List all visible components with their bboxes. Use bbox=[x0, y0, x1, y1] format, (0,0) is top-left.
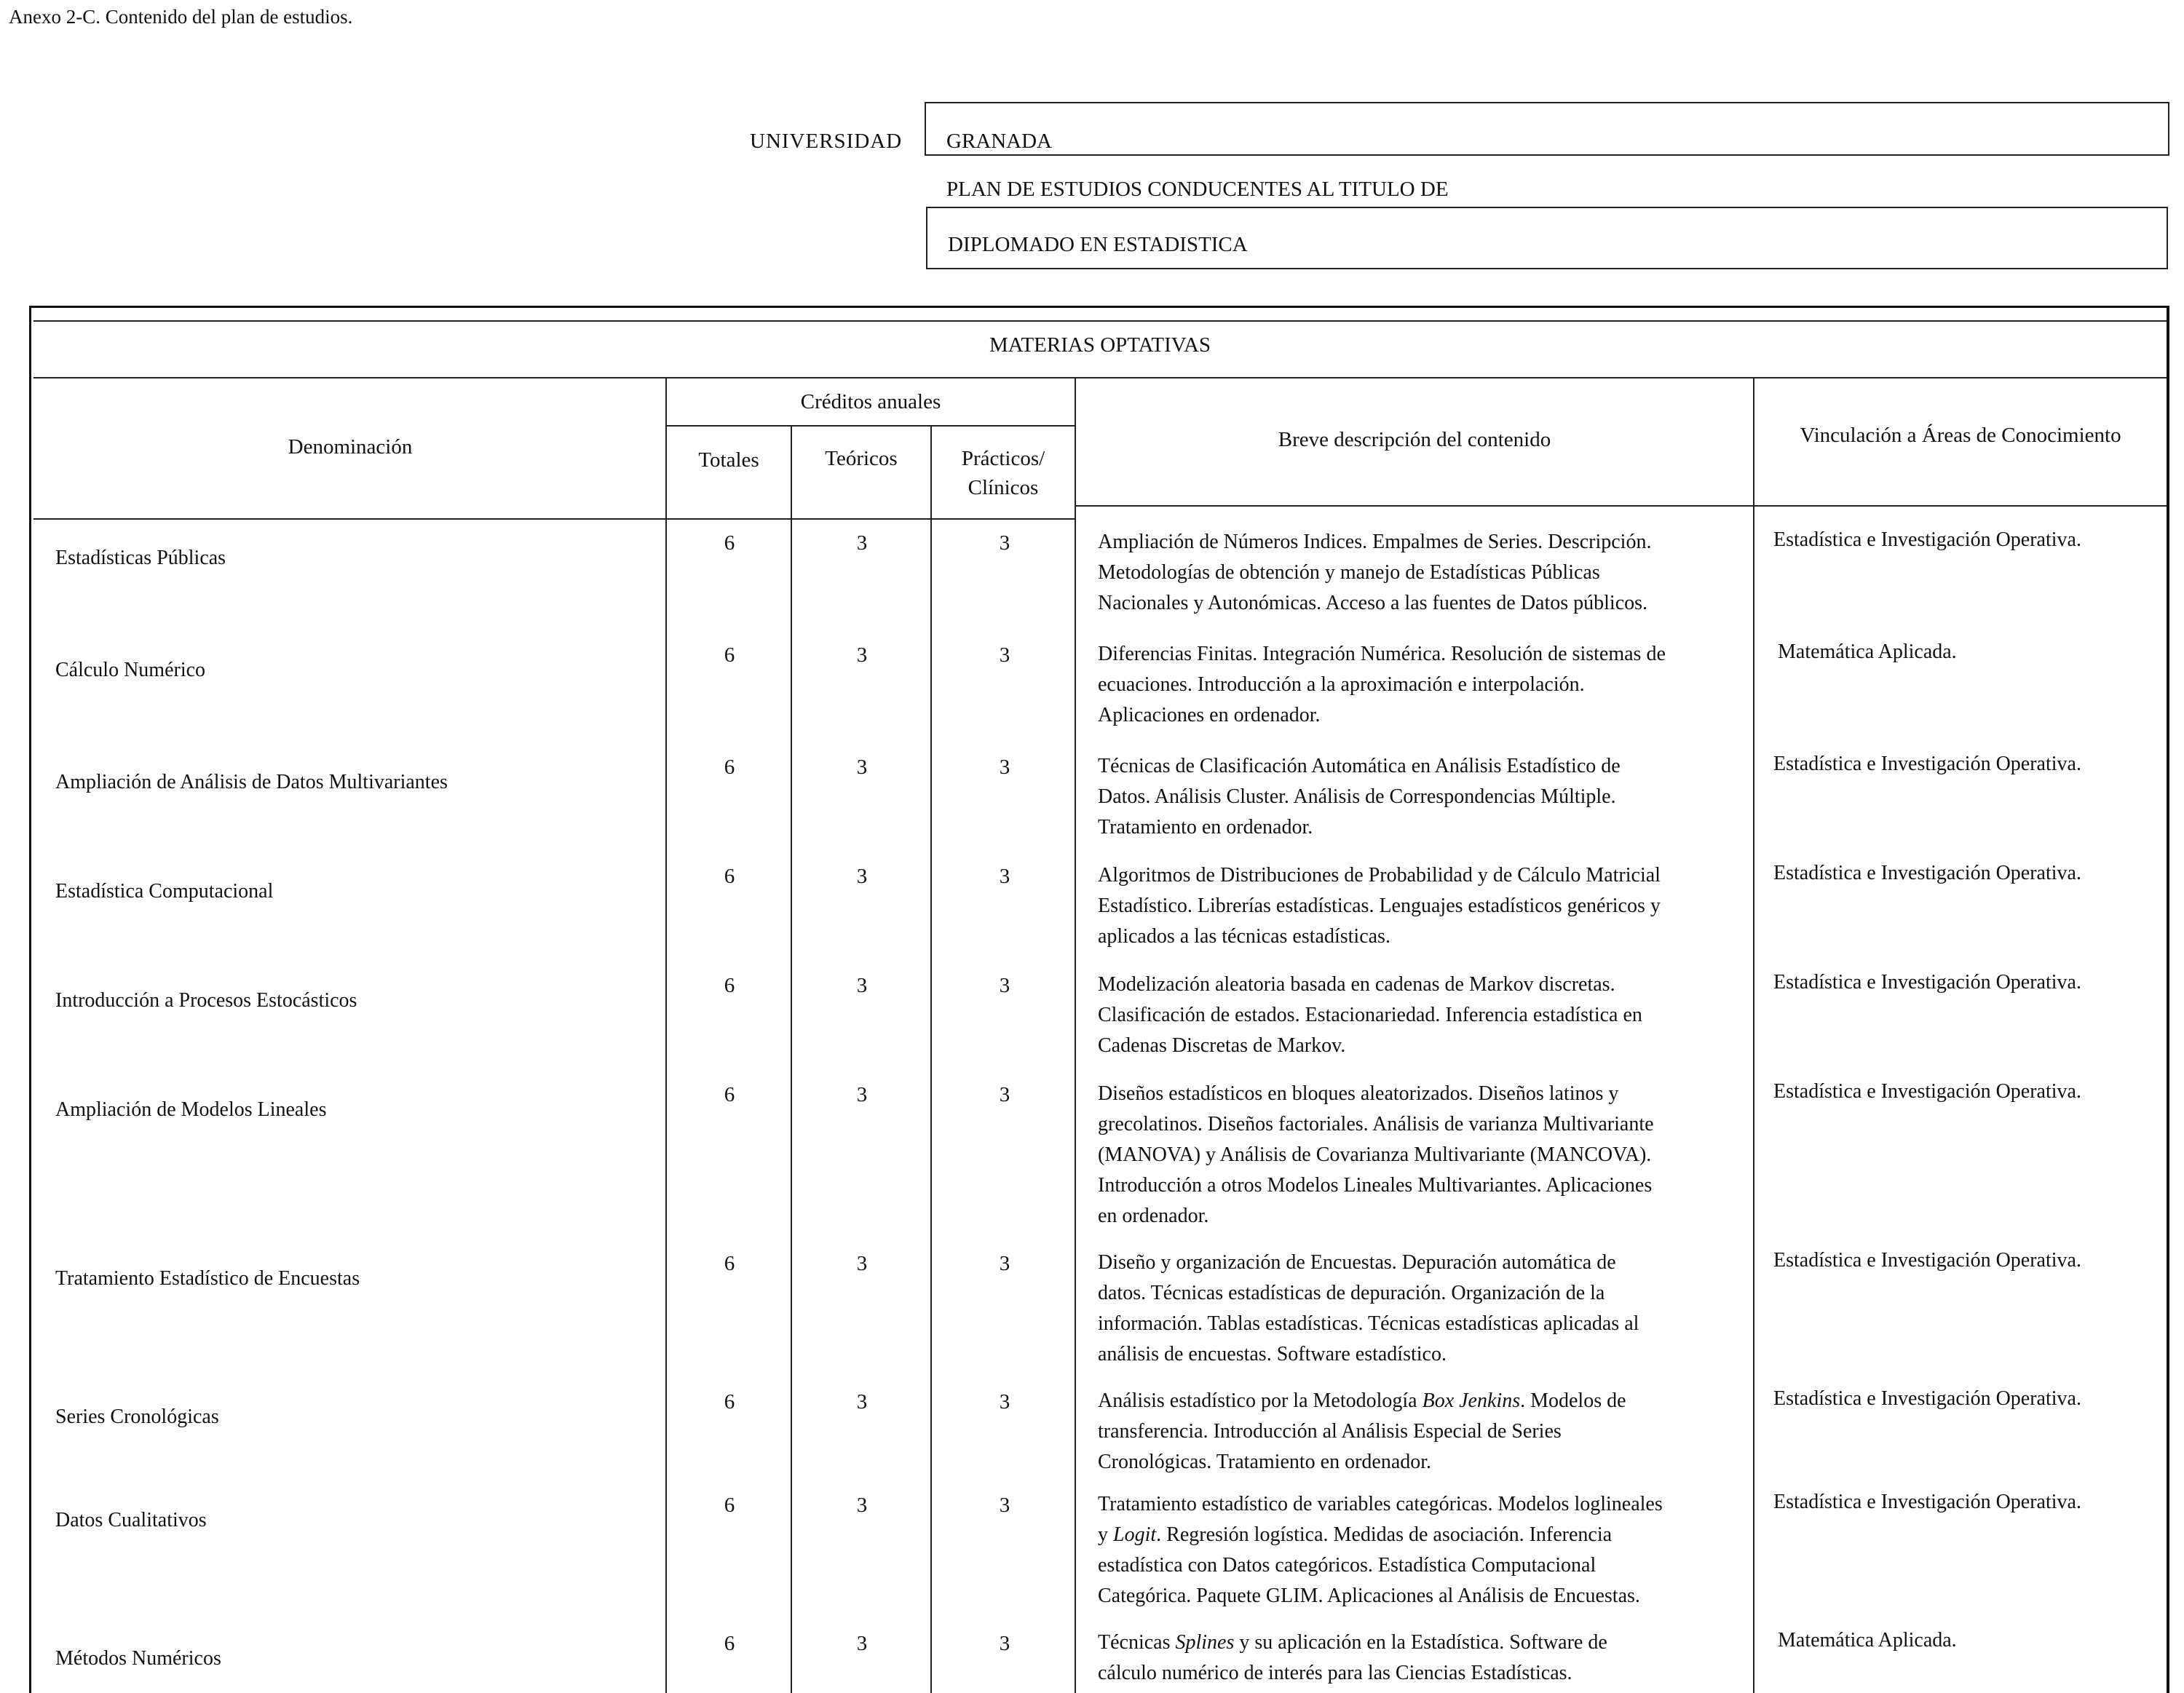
header-totales: Totales bbox=[698, 448, 759, 472]
column-rule bbox=[665, 377, 667, 1693]
row-descripcion: Tratamiento estadístico de variables categóricas. Modelos loglineales y Logit. Regresión logística. Medidas de asociación. Inferencia estadística con Datos categóricos. Estadística Computacional Categórica. Paquete GLIM. Aplicaciones al Análisis de Encuestas. bbox=[1098, 1493, 1663, 1607]
row-denominacion: Ampliación de Modelos Lineales bbox=[55, 1098, 327, 1121]
row-teoricos: 3 bbox=[856, 1632, 868, 1655]
row-teoricos: 3 bbox=[856, 1390, 868, 1414]
row-practicos: 3 bbox=[999, 643, 1010, 667]
plan-label: PLAN DE ESTUDIOS CONDUCENTES AL TITULO DE bbox=[946, 178, 1449, 201]
row-practicos: 3 bbox=[999, 1494, 1010, 1517]
table-title: MATERIAS OPTATIVAS bbox=[989, 333, 1211, 357]
header-practicos-1: Prácticos/ bbox=[961, 447, 1045, 470]
row-teoricos: 3 bbox=[856, 974, 868, 997]
row-descripcion: Diseño y organización de Encuestas. Depuración automática de datos. Técnicas estadísticas de depuración. Organización de la información. Tablas estadísticas. Técnicas estadísticas aplicadas al análisis de encuestas. Software estadístico. bbox=[1098, 1251, 1639, 1365]
row-totales: 6 bbox=[724, 643, 735, 667]
row-vinculacion: Estadística e Investigación Operativa. bbox=[1773, 862, 2081, 884]
row-denominacion: Estadísticas Públicas bbox=[55, 547, 226, 569]
row-denominacion: Estadística Computacional bbox=[55, 880, 274, 903]
row-practicos: 3 bbox=[999, 1252, 1010, 1275]
row-vinculacion: Matemática Aplicada. bbox=[1778, 1629, 1957, 1652]
header-denominacion: Denominación bbox=[288, 435, 413, 459]
row-denominacion: Datos Cualitativos bbox=[55, 1509, 207, 1531]
row-totales: 6 bbox=[724, 865, 735, 888]
header-vinculacion: Vinculación a Áreas de Conocimiento bbox=[1800, 424, 2121, 447]
row-vinculacion: Estadística e Investigación Operativa. bbox=[1773, 753, 2081, 775]
row-descripcion: Diseños estadísticos en bloques aleatorizados. Diseños latinos y grecolatinos. Diseños factoriales. Análisis de varianza Multivariante (MANOVA) y Análisis de Covarianza Multivariante (MANCOVA). Introducción a otros Modelos Lineales Multivariantes. Aplicaciones en ordenador. bbox=[1098, 1082, 1654, 1227]
row-denominacion: Tratamiento Estadístico de Encuestas bbox=[55, 1267, 360, 1290]
row-denominacion: Cálculo Numérico bbox=[55, 659, 206, 681]
table-inner-border bbox=[33, 320, 2167, 322]
row-descripcion: Modelización aleatoria basada en cadenas de Markov discretas. Clasificación de estados. Estacionariedad. Inferencia estadística en Cadenas Discretas de Markov. bbox=[1098, 973, 1642, 1057]
university-label: UNIVERSIDAD bbox=[750, 130, 903, 153]
divider bbox=[33, 377, 2167, 378]
row-teoricos: 3 bbox=[856, 531, 868, 555]
header-creditos: Créditos anuales bbox=[800, 390, 941, 413]
row-totales: 6 bbox=[724, 1252, 735, 1275]
row-vinculacion: Estadística e Investigación Operativa. bbox=[1773, 528, 2081, 551]
row-totales: 6 bbox=[724, 531, 735, 555]
row-descripcion: Técnicas de Clasificación Automática en Análisis Estadístico de Datos. Análisis Cluster. Análisis de Correspondencias Múltiple. Tratamiento en ordenador. bbox=[1098, 755, 1621, 838]
row-vinculacion: Matemática Aplicada. bbox=[1778, 641, 1957, 663]
row-teoricos: 3 bbox=[856, 1252, 868, 1275]
header-teoricos: Teóricos bbox=[825, 447, 898, 470]
row-teoricos: 3 bbox=[856, 865, 868, 888]
degree-title-box bbox=[926, 207, 2168, 269]
row-practicos: 3 bbox=[999, 1390, 1010, 1414]
row-totales: 6 bbox=[724, 1494, 735, 1517]
row-descripcion: Algoritmos de Distribuciones de Probabilidad y de Cálculo Matricial Estadístico. Librerías estadísticas. Lenguajes estadísticos genéricos y aplicados a las técnicas estadísticas. bbox=[1098, 864, 1661, 948]
degree-title: DIPLOMADO EN ESTADISTICA bbox=[948, 233, 1248, 256]
row-totales: 6 bbox=[724, 1083, 735, 1106]
row-descripcion: Ampliación de Números Indices. Empalmes de Series. Descripción. Metodologías de obtención y manejo de Estadísticas Públicas Nacionales y Autonómicas. Acceso a las fuentes de Datos públicos. bbox=[1098, 531, 1652, 614]
header-descripcion: Breve descripción del contenido bbox=[1278, 428, 1551, 451]
column-rule bbox=[1753, 377, 1754, 1693]
row-practicos: 3 bbox=[999, 531, 1010, 555]
row-vinculacion: Estadística e Investigación Operativa. bbox=[1773, 971, 2081, 994]
university-value: GRANADA bbox=[946, 130, 1052, 153]
row-teoricos: 3 bbox=[856, 1083, 868, 1106]
row-descripcion: Análisis estadístico por la Metodología Box Jenkins. Modelos de transferencia. Introducción al Análisis Especial de Series Cronológicas. Tratamiento en ordenador. bbox=[1098, 1389, 1626, 1473]
row-teoricos: 3 bbox=[856, 756, 868, 779]
column-rule bbox=[791, 425, 792, 1693]
row-descripcion: Diferencias Finitas. Integración Numérica. Resolución de sistemas de ecuaciones. Introducción a la aproximación e interpolación. Aplicaciones en ordenador. bbox=[1098, 643, 1666, 726]
row-totales: 6 bbox=[724, 756, 735, 779]
university-box bbox=[925, 102, 2169, 156]
row-totales: 6 bbox=[724, 1390, 735, 1414]
row-practicos: 3 bbox=[999, 1083, 1010, 1106]
row-teoricos: 3 bbox=[856, 643, 868, 667]
row-totales: 6 bbox=[724, 1632, 735, 1655]
row-vinculacion: Estadística e Investigación Operativa. bbox=[1773, 1080, 2081, 1103]
header-practicos-2: Clínicos bbox=[968, 476, 1039, 499]
row-practicos: 3 bbox=[999, 1632, 1010, 1655]
row-practicos: 3 bbox=[999, 865, 1010, 888]
row-practicos: 3 bbox=[999, 974, 1010, 997]
column-rule bbox=[1075, 377, 1076, 1693]
row-practicos: 3 bbox=[999, 756, 1010, 779]
row-denominacion: Métodos Numéricos bbox=[55, 1647, 221, 1670]
row-denominacion: Series Cronológicas bbox=[55, 1405, 219, 1428]
row-vinculacion: Estadística e Investigación Operativa. bbox=[1773, 1387, 2081, 1410]
row-denominacion: Ampliación de Análisis de Datos Multivariantes bbox=[55, 771, 448, 793]
column-rule bbox=[930, 425, 932, 1693]
row-totales: 6 bbox=[724, 974, 735, 997]
divider bbox=[1075, 505, 2167, 507]
annex-caption: Anexo 2-C. Contenido del plan de estudios. bbox=[9, 6, 353, 28]
row-denominacion: Introducción a Procesos Estocásticos bbox=[55, 989, 357, 1012]
divider bbox=[33, 518, 1075, 520]
row-teoricos: 3 bbox=[856, 1494, 868, 1517]
row-descripcion: Técnicas Splines y su aplicación en la Estadística. Software de cálculo numérico de interés para las Ciencias Estadísticas. bbox=[1098, 1631, 1607, 1684]
row-vinculacion: Estadística e Investigación Operativa. bbox=[1773, 1249, 2081, 1272]
divider bbox=[667, 425, 1075, 427]
row-vinculacion: Estadística e Investigación Operativa. bbox=[1773, 1491, 2081, 1513]
